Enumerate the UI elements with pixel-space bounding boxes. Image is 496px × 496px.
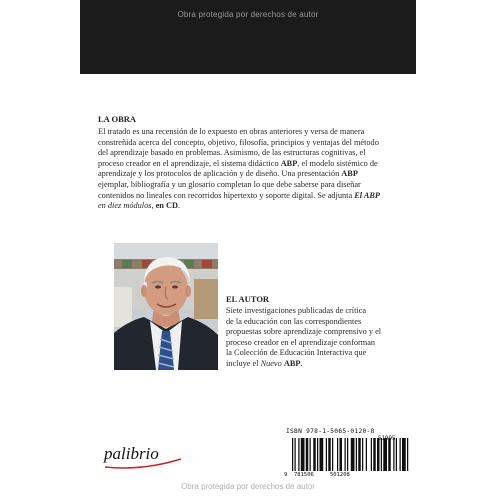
isbn-number: ISBN 978-1-5065-0120-8 [286, 428, 375, 435]
palibrio-logo [102, 437, 184, 471]
autor-description: Siete investigaciones publicadas de crítica de la educación con las correspondientes propuestas sobre aprendizaje comprensivo y el proceso creador en el aprendizaje conforman la Colección de Educación Interactiva que incluye el Nuevo ABP. [226, 306, 382, 368]
author-portrait-image [114, 243, 218, 370]
isbn-barcode-block [284, 428, 412, 480]
top-banner [80, 0, 416, 74]
ean-barcode [284, 436, 412, 474]
obra-heading: LA OBRA [98, 114, 137, 124]
barcode-digits-left: 781506 [294, 472, 314, 478]
obra-description: El tratado es una recensión de lo expuesto en obras anteriores y versa de manera constreñida acerca del concepto, objetivo, filosofía, principios y ventajas del método del aprendizaje basado en problemas. Asimismo, de las estructuras cognitivas, el proceso creador en el aprendizaje, el sistema didáctico ABP, el modelo sistémico de aprendizaje y los protocolos de aplicación y de diseño. Una presentación ABP ejemplar, bibliografía y un glosario completan lo que debe saberse para diseñar contenidos no lineales con recorridos hipertexto y soporte digital. Se adjunta El ABP en diez módulos, en CD. [98, 127, 380, 211]
autor-heading: EL AUTOR [226, 294, 270, 304]
logo-wordmark: palibrio [104, 444, 159, 463]
copyright-watermark-top: Obra protegida por derechos de autor [177, 10, 319, 19]
barcode-digit-lead: 9 [284, 472, 288, 478]
copyright-watermark-bottom: Obra protegida por derechos de autor [181, 482, 315, 491]
author-photo [114, 243, 218, 370]
barcode-digits-right: 501208 [330, 472, 350, 478]
